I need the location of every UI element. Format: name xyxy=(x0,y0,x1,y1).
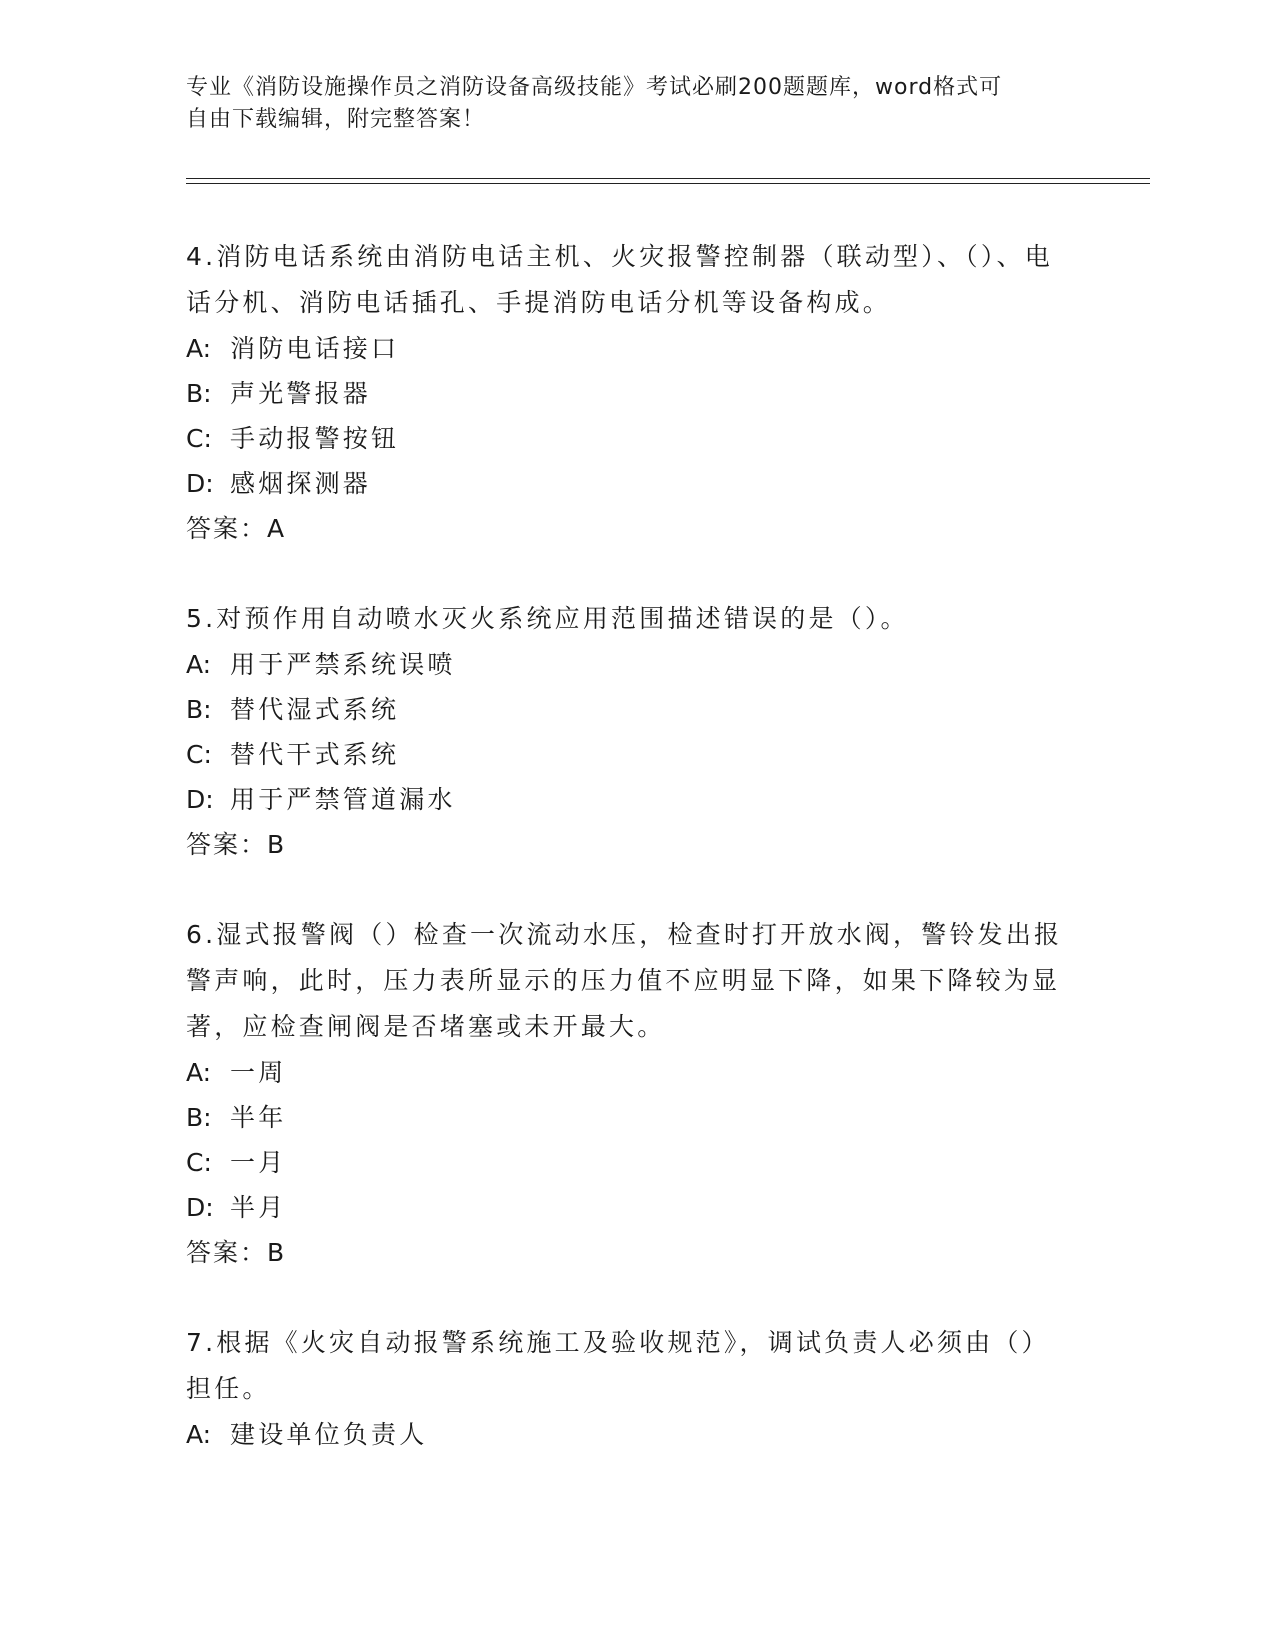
option-text: 用于严禁管道漏水 xyxy=(230,785,456,814)
option-text: 一月 xyxy=(230,1148,287,1177)
option-d xyxy=(186,461,1066,506)
option-a xyxy=(186,642,1066,687)
option-letter: D: xyxy=(186,1193,214,1222)
option-text: 半月 xyxy=(230,1193,287,1222)
answer-line: 答案：B xyxy=(186,1238,287,1267)
option-text: 替代干式系统 xyxy=(230,740,400,769)
option-text: 半年 xyxy=(230,1103,287,1132)
option-text: 一周 xyxy=(230,1058,287,1087)
option-letter: A: xyxy=(186,650,212,679)
question-7 xyxy=(186,1320,1066,1457)
option-letter: D: xyxy=(186,469,214,498)
question-text: 6.湿式报警阀（）检查一次流动水压，检查时打开放水阀，警铃发出报警声响，此时，压力表所显示的压力值不应明显下降，如果下降较为显著，应检查闸阀是否堵塞或未开最大。 xyxy=(186,920,1063,1041)
header-divider-top xyxy=(186,178,1150,179)
question-6 xyxy=(186,912,1066,1276)
option-c xyxy=(186,416,1066,461)
answer-line: 答案：A xyxy=(186,514,287,543)
question-text: 7.根据《火灾自动报警系统施工及验收规范》，调试负责人必须由（）担任。 xyxy=(186,1328,1050,1403)
option-letter: A: xyxy=(186,334,212,363)
option-text: 手动报警按钮 xyxy=(230,424,400,453)
header-line-2: 自由下载编辑，附完整答案！ xyxy=(186,107,486,132)
option-letter: A: xyxy=(186,1058,212,1087)
option-letter: C: xyxy=(186,740,212,769)
option-text: 替代湿式系统 xyxy=(230,695,400,724)
option-letter: C: xyxy=(186,424,212,453)
option-letter: A: xyxy=(186,1420,212,1449)
question-text: 5.对预作用自动喷水灭火系统应用范围描述错误的是（）。 xyxy=(186,604,909,633)
option-d xyxy=(186,1185,1066,1230)
option-a xyxy=(186,1412,1066,1457)
option-letter: D: xyxy=(186,785,214,814)
question-text: 4.消防电话系统由消防电话主机、火灾报警控制器（联动型）、（）、电话分机、消防电话插孔、手提消防电话分机等设备构成。 xyxy=(186,242,1053,317)
option-text: 声光警报器 xyxy=(230,379,372,408)
option-a xyxy=(186,1050,1066,1095)
option-b xyxy=(186,371,1066,416)
option-c xyxy=(186,732,1066,777)
question-5 xyxy=(186,596,1066,868)
option-a xyxy=(186,326,1066,371)
question-list xyxy=(186,234,1066,1457)
option-letter: B: xyxy=(186,695,212,724)
answer-line: 答案：B xyxy=(186,830,287,859)
question-4 xyxy=(186,234,1066,552)
option-c xyxy=(186,1140,1066,1185)
option-text: 消防电话接口 xyxy=(230,334,400,363)
option-letter: B: xyxy=(186,1103,212,1132)
option-letter: C: xyxy=(186,1148,212,1177)
document-header xyxy=(186,72,1066,136)
header-line-1: 专业《消防设施操作员之消防设备高级技能》考试必刷200题题库，word格式可 xyxy=(186,75,1003,100)
option-d xyxy=(186,777,1066,822)
option-text: 建设单位负责人 xyxy=(230,1420,428,1449)
option-text: 感烟探测器 xyxy=(230,469,372,498)
option-b xyxy=(186,1095,1066,1140)
header-divider-bottom xyxy=(186,183,1150,184)
option-text: 用于严禁系统误喷 xyxy=(230,650,456,679)
option-b xyxy=(186,687,1066,732)
option-letter: B: xyxy=(186,379,212,408)
